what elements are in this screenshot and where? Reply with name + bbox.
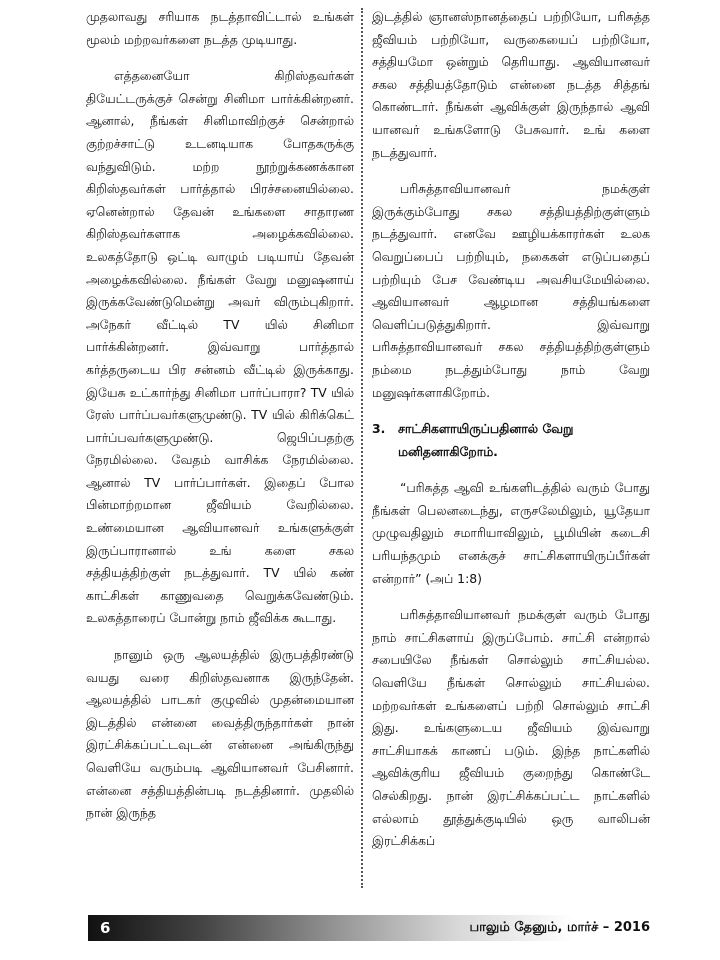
paragraph-church: நானும் ஒரு ஆலயத்தில் இருபத்திரண்டு வயது வரை கிறிஸ்தவனாக இருந்தேன். ஆலயத்தில் பாடகர் குழுவில் முதன்மையான இடத்தில் என்னை வைத்திருந்தார்கள் நான் இரட்சிக்கப்பட்டவுடன் என்னை அங்கிருந்து வெளியே வரும்படி ஆவியானவர் பேசினார். என்னை சத்தியத்தின்படி நடத்தினார். முதலில் நான் இருந்த — [86, 647, 354, 821]
paragraph-witness: பரிசுத்தாவியானவர் நமக்குள் வரும் போது நாம் சாட்சிகளாய் இருப்போம். சாட்சி என்றால் சபையிலே நீங்கள் சொல்லும் சாட்சியல்ல. வெளியே நீங்கள் சொல்லும் சாட்சியல்ல. மற்றவர்கள் உங்களைப் பற்றி சொல்லும் சாட்சி இது. உங்களுடைய ஜீவியம் இவ்வாறு சாட்சியாகக் காணப் படும். இந்த நாட்களில் ஆவிக்குரிய ஜீவியம் குறைந்து கொண்டே செல்கிறது. நான் இரட்சிக்கப்பட்ட நாட்களில் எல்லாம் தூத்துக்குடியில் ஒரு வாலிபன் இரட்சிக்கப் — [372, 607, 650, 849]
column-divider — [361, 8, 363, 888]
scripture-quote: “பரிசுத்த ஆவி உங்களிடத்தில் வரும் போது நீங்கள் பெலனடைந்து, எருசலேமிலும், யூதேயா முழுவதிலும் சமாரியாவிலும், பூமியின் கடைசி பரியந்தமும் எனக்குச் சாட்சிகளாயிருப்பீர்கள் என்றார்” (அப் 1:8) — [372, 480, 650, 586]
paragraph-holy-spirit: பரிசுத்தாவியானவர் நமக்குள் இருக்கும்போது சகல சத்தியத்திற்குள்ளும் நடத்துவார். எனவே ஊழியக்காரர்கள் உலக வெறுப்பைப் பற்றியும், நகைகள் எடுப்பதைப் பற்றியும் பேச வேண்டிய அவசியமேயில்லை. ஆவியானவர் ஆழமான சத்தியங்களை வெளிப்படுத்துகிறார். இவ்வாறு பரிசுத்தாவியானவர் சகல சத்தியத்திற்குள்ளும் நம்மை நடத்தும்போது நாம் வேறு மனுஷர்களாகிறோம். — [372, 181, 650, 400]
magazine-title: பாலும் தேனும், மார்ச் – 2016 — [469, 920, 650, 935]
left-column — [86, 6, 354, 839]
section-number: 3. — [372, 421, 386, 437]
paragraph-continuation: முதலாவது சரியாக நடத்தாவிட்டால் உங்கள் மூலம் மற்றவர்களை நடத்த முடியாது. — [86, 9, 354, 47]
section-heading — [372, 418, 650, 463]
paragraph-continuation-right: இடத்தில் ஞானஸ்நானத்தைப் பற்றியோ, பரிசுத்த ஜீவியம் பற்றியோ, வருகையைப் பற்றியோ, சத்தியமோ ஒன்றும் தெரியாது. ஆவியானவர் சகல சத்தியத்தோடும் என்னை நடத்த சித்தங் கொண்டார். நீங்கள் ஆவிக்குள் இருந்தால் ஆவி யானவர் உங்களோடு பேசுவார். உங் களை நடத்துவார். — [372, 9, 650, 160]
right-column — [372, 6, 650, 867]
section-title: சாட்சிகளாயிருப்பதினால் வேறு மனிதனாகிறோம். — [398, 421, 574, 459]
paragraph-cinema: எத்தனையோ கிறிஸ்தவர்கள் தியேட்டருக்குச் சென்று சினிமா பார்க்கின்றனர். ஆனால், நீங்கள் சினிமாவிற்குச் சென்றால் குற்றச்சாட்டு உடனடியாக போதகருக்கு வந்துவிடும். மற்ற நூற்றுக்கணக்கான கிறிஸ்தவர்கள் பார்த்தால் பிரச்சனையில்லை. ஏனென்றால் தேவன் உங்களை சாதாரண கிறிஸ்தவர்களாக அழைக்கவில்லை. உலகத்தோடு ஒட்டி வாழும் படியாய் தேவன் அழைக்கவில்லை. நீங்கள் வேறு மனுஷனாய் இருக்கவேண்டுமென்று அவர் விரும்புகிறார். அநேகர் வீட்டில் TV யில் சினிமா பார்க்கின்றனர். இவ்வாறு பார்த்தால் கர்த்தருடைய பிர சன்னம் வீட்டில் இருக்காது. இயேசு உட்கார்ந்து சினிமா பார்ப்பாரா? TV யில் ரேஸ் பார்ப்பவர்களுமுண்டு. TV யில் கிரிக்கெட் பார்ப்பவர்களுமுண்டு. ஜெபிப்பதற்கு நேரமில்லை. வேதம் வாசிக்க நேரமில்லை. ஆனால் TV பார்ப்பார்கள். இதைப் போல பின்மாற்றமான ஜீவியம் வேறில்லை. உண்மையான ஆவியானவர் உங்களுக்குள் இருப்பாரானால் உங் களை சகல சத்தியத்திற்குள் நடத்துவார். TV யில் கண் காட்சிகள் காணுவதை வெறுக்கவேண்டும். உலகத்தாரைப் போன்று நாம் ஜீவிக்க கூடாது. — [86, 68, 354, 626]
page-number: 6 — [100, 919, 111, 937]
